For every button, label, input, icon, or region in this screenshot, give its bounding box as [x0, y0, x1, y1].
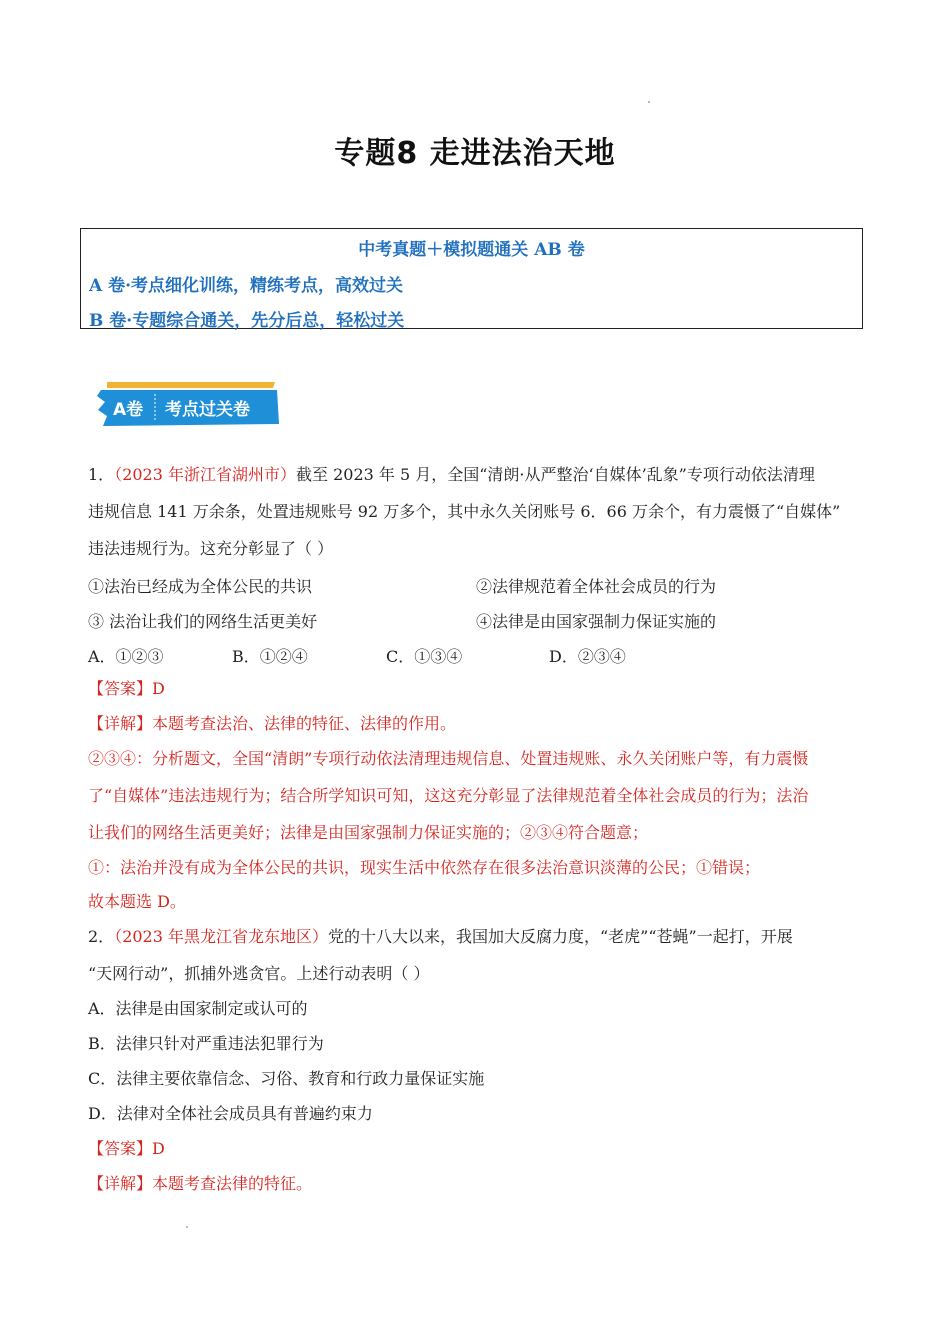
page-title: 专题8 走进法治天地: [334, 136, 616, 171]
q1-option-c: C．①③④: [386, 647, 463, 666]
q2-answer: 【答案】D: [88, 1139, 165, 1158]
q1-detail: 本题考查法治、法律的特征、法律的作用。: [152, 714, 457, 733]
q2-line-1: [88, 927, 793, 947]
intro-line-a: A 卷·考点细化训练，精练考点，高效过关: [89, 276, 404, 296]
q2-option-d: D．法律对全体社会成员具有普遍约束力: [88, 1104, 373, 1123]
q1-analysis-2: 了“自媒体”违法违规行为；结合所学知识可知，这这充分彰显了法律规范着全体社会成员的行为；法治: [88, 786, 809, 805]
q1-line-1: [88, 465, 815, 485]
q1-statement-4: ④法律是由国家强制力保证实施的: [476, 612, 717, 631]
q1-analysis-4: ①：法治并没有成为全体公民的共识，现实生活中依然存在很多法治意识淡薄的公民；①错误；: [88, 858, 761, 877]
q1-answer: 【答案】D: [88, 679, 165, 698]
q2-stem-2: “天网行动”，抓捕外逃贪官。上述行动表明（ ）: [88, 964, 430, 983]
corner-dot-bottom: [186, 1226, 188, 1228]
q1-stem-1: 截至 2023 年 5 月，全国“清朗·从严整治‘自媒体’乱象”专项行动依法清理: [296, 465, 815, 484]
q2-detail-label: 【详解】: [88, 1174, 153, 1193]
q1-number: 1．: [88, 465, 115, 484]
q1-statement-1: ①法治已经成为全体公民的共识: [88, 577, 313, 596]
q1-analysis-1: ②③④：分析题文，全国“清朗”专项行动依法清理违规信息、处置违规账、永久关闭账户等，有力震慑: [88, 749, 809, 768]
q2-detail: 本题考查法律的特征。: [152, 1174, 313, 1193]
q1-stem-2: 违规信息 141 万余条，处置违规账号 92 万多个，其中永久关闭账号 6．66 万余个，有力震慑了“自媒体”: [88, 502, 841, 521]
q1-option-a: A．①②③: [88, 647, 164, 666]
q2-option-c: C．法律主要依靠信念、习俗、教育和行政力量保证实施: [88, 1069, 485, 1088]
section-banner: [95, 380, 280, 430]
q2-detail-line: [88, 1174, 312, 1194]
q1-option-b: B．①②④: [232, 647, 308, 666]
q1-statement-3: ③ 法治让我们的网络生活更美好: [88, 612, 318, 631]
intro-box: [80, 228, 863, 329]
intro-heading: 中考真题＋模拟题通关 AB 卷: [358, 240, 585, 260]
q1-conclusion: 故本题选 D。: [88, 892, 186, 911]
intro-line-b: B 卷·专题综合通关，先分后总，轻松过关: [89, 311, 405, 331]
q2-number: 2．: [88, 927, 115, 946]
q2-option-a: A．法律是由国家制定或认可的: [88, 999, 308, 1018]
q1-statement-2: ②法律规范着全体社会成员的行为: [476, 577, 717, 596]
q2-stem-1: 党的十八大以来，我国加大反腐力度，“老虎”“苍蝇”一起打，开展: [328, 927, 793, 946]
q2-source: （2023 年黑龙江省龙东地区）: [114, 927, 328, 946]
q1-option-d: D．②③④: [549, 647, 626, 666]
q1-source: （2023 年浙江省湖州市）: [114, 465, 296, 484]
q1-stem-3: 违法违规行为。这充分彰显了（ ）: [88, 539, 334, 558]
banner-right-text: 考点过关卷: [165, 400, 250, 420]
q1-analysis-3: 让我们的网络生活更美好；法律是由国家强制力保证实施的；②③④符合题意；: [88, 823, 649, 842]
banner-left-text: A卷: [113, 400, 144, 420]
corner-dot-top: [648, 101, 650, 103]
q1-detail-line: [88, 714, 456, 734]
q2-option-b: B．法律只针对严重违法犯罪行为: [88, 1034, 324, 1053]
q1-detail-label: 【详解】: [88, 714, 153, 733]
